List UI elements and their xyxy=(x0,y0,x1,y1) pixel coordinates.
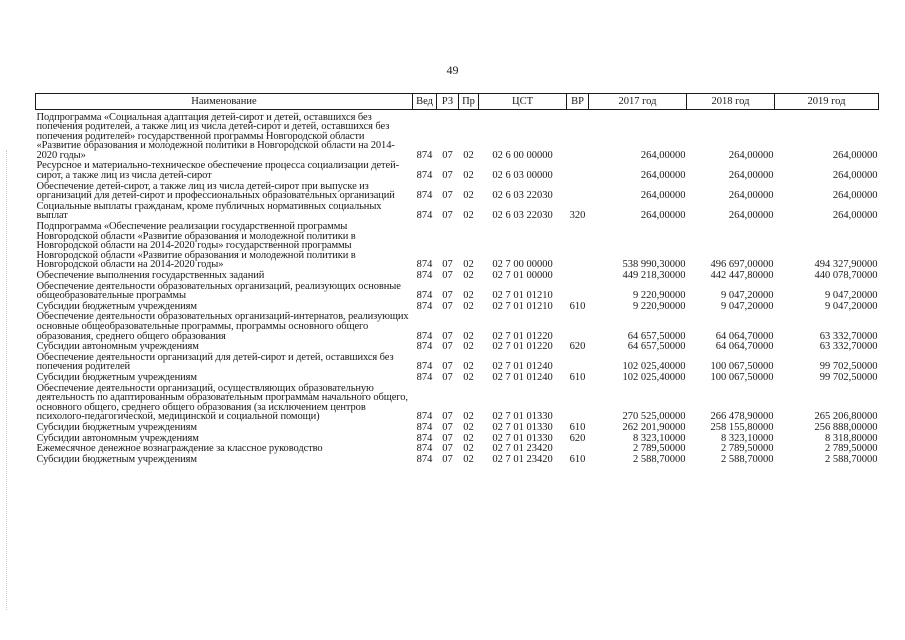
row-rz: 07 xyxy=(442,300,453,312)
row-cst: 02 6 03 00000 xyxy=(492,170,553,182)
row-2018: 264,00000 xyxy=(728,190,774,202)
row-rz: 07 xyxy=(442,421,453,433)
row-2019: 264,00000 xyxy=(832,190,878,202)
row-2019: 2 789,50000 xyxy=(825,443,878,455)
row-ved: 874 xyxy=(416,371,433,383)
row-name: Обеспечение деятельности образовательных организаций, реализующих основные общеобразовательные программы xyxy=(36,280,401,302)
row-cst: 02 7 01 01240 xyxy=(492,361,553,373)
row-2017: 538 990,30000 xyxy=(622,259,686,271)
row-name: Субсидии бюджетным учреждениям xyxy=(36,421,197,433)
header-pr: Пр xyxy=(459,94,479,110)
row-rz: 07 xyxy=(442,453,453,465)
row-pr: 02 xyxy=(463,300,474,312)
row-2017: 264,00000 xyxy=(640,170,686,182)
row-ved: 874 xyxy=(416,341,433,353)
row-cst: 02 7 01 23420 xyxy=(492,443,553,455)
table-row xyxy=(36,281,879,301)
table-header-row xyxy=(36,94,879,110)
row-2017: 2 789,50000 xyxy=(633,443,686,455)
header-name: Наименование xyxy=(36,94,413,110)
row-2017: 8 323,10000 xyxy=(633,432,686,444)
table-row xyxy=(36,352,879,372)
row-rz: 07 xyxy=(442,270,453,281)
row-rz: 07 xyxy=(442,210,453,222)
row-vr xyxy=(567,160,589,180)
header-2018: 2018 год xyxy=(687,94,775,110)
row-2019: 9 047,20000 xyxy=(825,290,878,302)
row-pr: 02 xyxy=(463,443,474,455)
row-vr: 620 xyxy=(569,432,586,444)
row-rz: 07 xyxy=(442,443,453,455)
row-2018: 496 697,00000 xyxy=(710,259,774,271)
row-vr xyxy=(567,281,589,301)
row-pr: 02 xyxy=(463,421,474,433)
row-2018: 264,00000 xyxy=(728,210,774,222)
row-rz: 07 xyxy=(442,361,453,373)
row-cst: 02 7 01 01330 xyxy=(492,432,553,444)
row-2017: 64 657,50000 xyxy=(627,330,686,342)
row-2019: 440 078,70000 xyxy=(814,270,878,281)
row-name: Субсидии бюджетным учреждениям xyxy=(36,453,197,465)
table-row xyxy=(36,433,879,444)
row-2019: 256 888,00000 xyxy=(814,421,878,433)
row-2019: 2 588,70000 xyxy=(825,453,878,465)
row-pr: 02 xyxy=(463,170,474,182)
row-name: Социальные выплаты гражданам, кроме публичных нормативных социальных выплат xyxy=(36,200,382,222)
row-name: Субсидии автономным учреждениям xyxy=(36,341,199,353)
row-rz: 07 xyxy=(442,149,453,161)
row-ved: 874 xyxy=(416,149,433,161)
row-2017: 2 588,70000 xyxy=(633,453,686,465)
row-2017: 264,00000 xyxy=(640,210,686,222)
table-row xyxy=(36,383,879,422)
row-2018: 264,00000 xyxy=(728,170,774,182)
row-2017: 264,00000 xyxy=(640,190,686,202)
row-ved: 874 xyxy=(416,361,433,373)
row-name: Ресурсное и материально-техническое обеспечение процесса социализации детей-сирот, а также лиц из числа детей-сирот xyxy=(36,160,399,182)
table-body xyxy=(36,112,879,465)
row-pr: 02 xyxy=(463,270,474,281)
row-ved: 874 xyxy=(416,300,433,312)
row-ved: 874 xyxy=(416,259,433,271)
table-row xyxy=(36,341,879,352)
header-ved: Вед xyxy=(413,94,437,110)
row-2019: 99 702,50000 xyxy=(819,361,878,373)
row-2019: 264,00000 xyxy=(832,149,878,161)
row-cst: 02 7 01 01330 xyxy=(492,421,553,433)
scan-margin-dots xyxy=(6,150,8,610)
row-2017: 64 657,50000 xyxy=(627,341,686,353)
row-pr: 02 xyxy=(463,361,474,373)
row-2017: 262 201,90000 xyxy=(622,421,686,433)
row-name: Подпрограмма «Социальная адаптация детей-сирот и детей, оставшихся без попечения родителей, а также лиц из числа детей-сирот и детей, оставшихся без попечения родителей» государственной программы Новгородской области «Развитие образования и молодежной политики в Новгородской области на 2014-2020 годы» xyxy=(36,111,395,161)
row-cst: 02 7 01 01220 xyxy=(492,330,553,342)
table-row xyxy=(36,181,879,201)
row-vr xyxy=(567,112,589,161)
row-ved: 874 xyxy=(416,330,433,342)
row-name: Ежемесячное денежное вознаграждение за классное руководство xyxy=(36,443,323,455)
row-2019: 265 206,80000 xyxy=(814,411,878,423)
table-row xyxy=(36,443,879,454)
row-vr xyxy=(567,270,589,281)
row-vr xyxy=(567,311,589,341)
row-cst: 02 7 01 01210 xyxy=(492,300,553,312)
row-2017: 264,00000 xyxy=(640,149,686,161)
row-ved: 874 xyxy=(416,290,433,302)
budget-table xyxy=(35,93,879,464)
row-vr xyxy=(567,443,589,454)
table-row xyxy=(36,422,879,433)
row-2019: 63 332,70000 xyxy=(819,341,878,353)
row-rz: 07 xyxy=(442,371,453,383)
row-vr xyxy=(567,352,589,372)
header-vr: ВР xyxy=(567,94,589,110)
row-pr: 02 xyxy=(463,290,474,302)
table-row xyxy=(36,311,879,341)
table-row xyxy=(36,270,879,281)
header-cst: ЦСТ xyxy=(479,94,567,110)
row-vr: 610 xyxy=(569,453,586,465)
row-ved: 874 xyxy=(416,210,433,222)
row-name: Обеспечение деятельности организаций для детей-сирот и детей, оставшихся без попечения родителей xyxy=(36,351,394,373)
row-2018: 264,00000 xyxy=(728,149,774,161)
row-name: Обеспечение выполнения государственных заданий xyxy=(36,270,265,281)
row-rz: 07 xyxy=(442,170,453,182)
row-ved: 874 xyxy=(416,432,433,444)
row-cst: 02 6 03 22030 xyxy=(492,190,553,202)
row-2019: 63 332,70000 xyxy=(819,330,878,342)
row-2018: 100 067,50000 xyxy=(710,361,774,373)
row-cst: 02 7 01 01240 xyxy=(492,371,553,383)
row-2018: 2 789,50000 xyxy=(721,443,774,455)
row-2018: 100 067,50000 xyxy=(710,371,774,383)
row-pr: 02 xyxy=(463,210,474,222)
row-vr xyxy=(567,181,589,201)
row-2019: 99 702,50000 xyxy=(819,371,878,383)
row-name: Субсидии бюджетным учреждениям xyxy=(36,371,197,383)
row-2018: 64 064,70000 xyxy=(715,341,774,353)
row-cst: 02 7 01 23420 xyxy=(492,453,553,465)
header-rz: РЗ xyxy=(437,94,459,110)
header-2019: 2019 год xyxy=(775,94,879,110)
row-cst: 02 6 00 00000 xyxy=(492,149,553,161)
row-2018: 64 064,70000 xyxy=(715,330,774,342)
row-2017: 9 220,90000 xyxy=(633,290,686,302)
row-pr: 02 xyxy=(463,411,474,423)
row-rz: 07 xyxy=(442,411,453,423)
row-ved: 874 xyxy=(416,270,433,281)
row-2017: 9 220,90000 xyxy=(633,300,686,312)
row-cst: 02 7 01 01220 xyxy=(492,341,553,353)
row-vr: 610 xyxy=(569,421,586,433)
row-ved: 874 xyxy=(416,190,433,202)
table-row xyxy=(36,201,879,221)
table-row xyxy=(36,160,879,180)
row-pr: 02 xyxy=(463,453,474,465)
row-2017: 270 525,00000 xyxy=(622,411,686,423)
table-row xyxy=(36,454,879,465)
row-pr: 02 xyxy=(463,432,474,444)
row-cst: 02 6 03 22030 xyxy=(492,210,553,222)
row-rz: 07 xyxy=(442,190,453,202)
row-rz: 07 xyxy=(442,290,453,302)
row-2017: 102 025,40000 xyxy=(622,361,686,373)
row-2019: 494 327,90000 xyxy=(814,259,878,271)
row-vr xyxy=(567,221,589,270)
row-pr: 02 xyxy=(463,259,474,271)
row-ved: 874 xyxy=(416,453,433,465)
row-pr: 02 xyxy=(463,330,474,342)
row-name: Обеспечение детей-сирот, а также лиц из числа детей-сирот при выпуске из организаций для детей-сирот и профессиональных образовательных организаций xyxy=(36,180,395,202)
table-row xyxy=(36,372,879,383)
row-name: Субсидии бюджетным учреждениям xyxy=(36,300,197,312)
row-vr: 620 xyxy=(569,341,586,353)
row-2017: 449 218,30000 xyxy=(622,270,686,281)
row-name: Подпрограмма «Обеспечение реализации государственной программы Новгородской области «Развитие образования и молодежной политики в Новгородской области на 2014-2020 годы» государственной программы Новгородской области «Развитие образования и молодежной политики в Новгородской области на 2014-2020 годы» xyxy=(36,221,356,271)
table-row xyxy=(36,221,879,270)
row-2018: 2 588,70000 xyxy=(721,453,774,465)
row-ved: 874 xyxy=(416,411,433,423)
row-name: Субсидии автономным учреждениям xyxy=(36,432,199,444)
row-2018: 9 047,20000 xyxy=(721,290,774,302)
row-pr: 02 xyxy=(463,341,474,353)
row-name: Обеспечение деятельности образовательных организаций-интернатов, реализующих основные общеобразовательные программы, программы основного общего образования, среднего общего образования xyxy=(36,311,409,342)
row-2018: 8 323,10000 xyxy=(721,432,774,444)
row-vr: 610 xyxy=(569,371,586,383)
row-2019: 9 047,20000 xyxy=(825,300,878,312)
row-vr: 610 xyxy=(569,300,586,312)
row-cst: 02 7 01 01210 xyxy=(492,290,553,302)
row-2019: 264,00000 xyxy=(832,170,878,182)
row-2019: 264,00000 xyxy=(832,210,878,222)
row-rz: 07 xyxy=(442,432,453,444)
row-2017: 102 025,40000 xyxy=(622,371,686,383)
row-vr xyxy=(567,383,589,422)
row-2018: 258 155,80000 xyxy=(710,421,774,433)
row-rz: 07 xyxy=(442,330,453,342)
row-cst: 02 7 01 00000 xyxy=(492,270,553,281)
table-row xyxy=(36,112,879,161)
row-pr: 02 xyxy=(463,149,474,161)
row-2018: 442 447,80000 xyxy=(710,270,774,281)
row-ved: 874 xyxy=(416,443,433,455)
row-ved: 874 xyxy=(416,421,433,433)
row-rz: 07 xyxy=(442,341,453,353)
table-row xyxy=(36,301,879,312)
row-cst: 02 7 01 01330 xyxy=(492,411,553,423)
row-pr: 02 xyxy=(463,190,474,202)
row-cst: 02 7 00 00000 xyxy=(492,259,553,271)
row-2018: 266 478,90000 xyxy=(710,411,774,423)
row-2018: 9 047,20000 xyxy=(721,300,774,312)
row-ved: 874 xyxy=(416,170,433,182)
page-number: 49 xyxy=(446,63,459,77)
row-name: Обеспечение деятельности организаций, осуществляющих образовательную деятельность по адаптированным образовательным программам начального общего, основного общего, среднего общего образования (за исключением центров психолого-педагогической, медицинской и социальной помощи) xyxy=(36,382,408,423)
row-vr: 320 xyxy=(569,210,586,222)
row-rz: 07 xyxy=(442,259,453,271)
row-pr: 02 xyxy=(463,371,474,383)
row-2019: 8 318,80000 xyxy=(825,432,878,444)
header-2017: 2017 год xyxy=(589,94,687,110)
